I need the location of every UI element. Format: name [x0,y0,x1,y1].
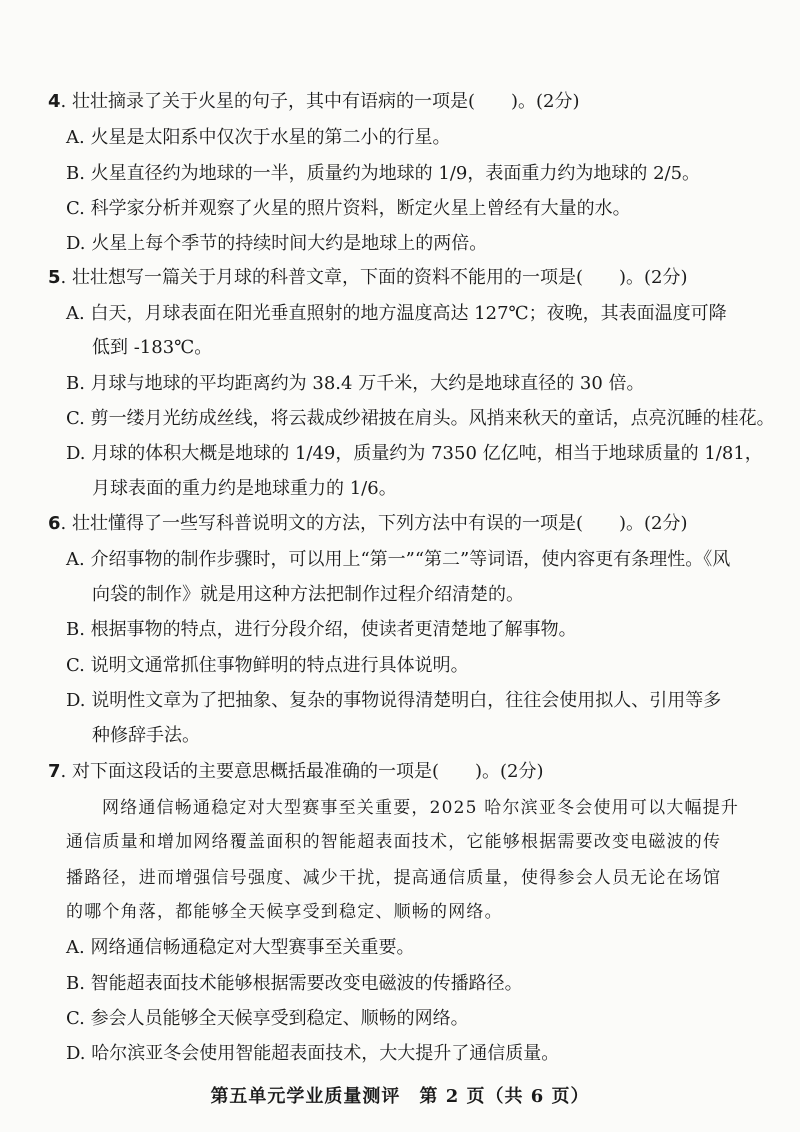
passage-line-3: 播路径，进而增强信号强度、减少干扰，提高通信质量，使得参会人员无论在场馆 [66,868,722,888]
q4-option-d: D. 火星上每个季节的持续时间大约是地球上的两倍。 [66,233,488,254]
q5-option-a-cont: 低到 -183℃。 [92,337,213,358]
q7-option-a: A. 网络通信畅通稳定对大型赛事至关重要。 [66,937,415,958]
q6-option-b: B. 根据事物的特点，进行分段介绍，使读者更清楚地了解事物。 [66,619,577,640]
question-text: . 壮壮摘录了关于火星的句子，其中有语病的一项是( )。(2分) [60,91,580,112]
page-footer: 第五单元学业质量测评 第 2 页（共 6 页） [210,1086,590,1107]
question-6-stem [48,512,688,536]
q7-option-b: B. 智能超表面技术能够根据需要改变电磁波的传播路径。 [66,973,523,994]
question-text: . 壮壮想写一篇关于月球的科普文章，下面的资料不能用的一项是( )。(2分) [60,267,688,288]
passage-line-2: 通信质量和增加网络覆盖面积的智能超表面技术，它能够根据需要改变电磁波的传 [66,832,722,852]
q4-option-c: C. 科学家分析并观察了火星的照片资料，断定火星上曾经有大量的水。 [66,198,631,219]
question-text: . 对下面这段话的主要意思概括最准确的一项是( )。(2分) [60,761,544,782]
question-4-stem [48,90,580,114]
q6-option-c: C. 说明文通常抓住事物鲜明的特点进行具体说明。 [66,655,469,676]
q5-option-b: B. 月球与地球的平均距离约为 38.4 万千米，大约是地球直径的 30 倍。 [66,373,645,394]
q7-option-c: C. 参会人员能够全天候享受到稳定、顺畅的网络。 [66,1008,469,1029]
q6-option-d: D. 说明性文章为了把抽象、复杂的事物说得清楚明白，往往会使用拟人、引用等多 [66,690,722,711]
question-text: . 壮壮懂得了一些写科普说明文的方法，下列方法中有误的一项是( )。(2分) [60,513,688,534]
q5-option-a: A. 白天，月球表面在阳光垂直照射的地方温度高达 127℃；夜晚，其表面温度可降 [66,303,727,324]
question-number: 7 [48,761,61,782]
question-number: 4 [48,91,61,112]
q5-option-d-cont: 月球表面的重力约是地球重力的 1/6。 [92,478,397,499]
q7-option-d: D. 哈尔滨亚冬会使用智能超表面技术，大大提升了通信质量。 [66,1043,560,1064]
question-number: 5 [48,267,61,288]
question-number: 6 [48,513,61,534]
q5-option-c: C. 剪一缕月光纺成丝线，将云裁成纱裙披在肩头。风捎来秋天的童话，点亮沉睡的桂花。 [66,408,775,429]
q6-option-a: A. 介绍事物的制作步骤时，可以用上“第一”“第二”等词语，使内容更有条理性。《风 [66,549,731,570]
q5-option-d: D. 月球的体积大概是地球的 1/49，质量约为 7350 亿亿吨，相当于地球质量的 1/81， [66,443,763,464]
q6-option-a-cont: 向袋的制作》就是用这种方法把制作过程介绍清楚的。 [92,584,524,605]
question-7-stem [48,760,544,784]
q4-option-a: A. 火星是太阳系中仅次于水星的第二小的行星。 [66,127,451,148]
passage-line-1: 网络通信畅通稳定对大型赛事至关重要，2025 哈尔滨亚冬会使用可以大幅提升 [102,798,740,818]
passage-line-4: 的哪个角落，都能够全天候享受到稳定、顺畅的网络。 [66,902,503,922]
q6-option-d-cont: 种修辞手法。 [92,725,200,746]
question-5-stem [48,266,688,290]
q4-option-b: B. 火星直径约为地球的一半，质量约为地球的 1/9，表面重力约为地球的 2/5。 [66,163,701,184]
